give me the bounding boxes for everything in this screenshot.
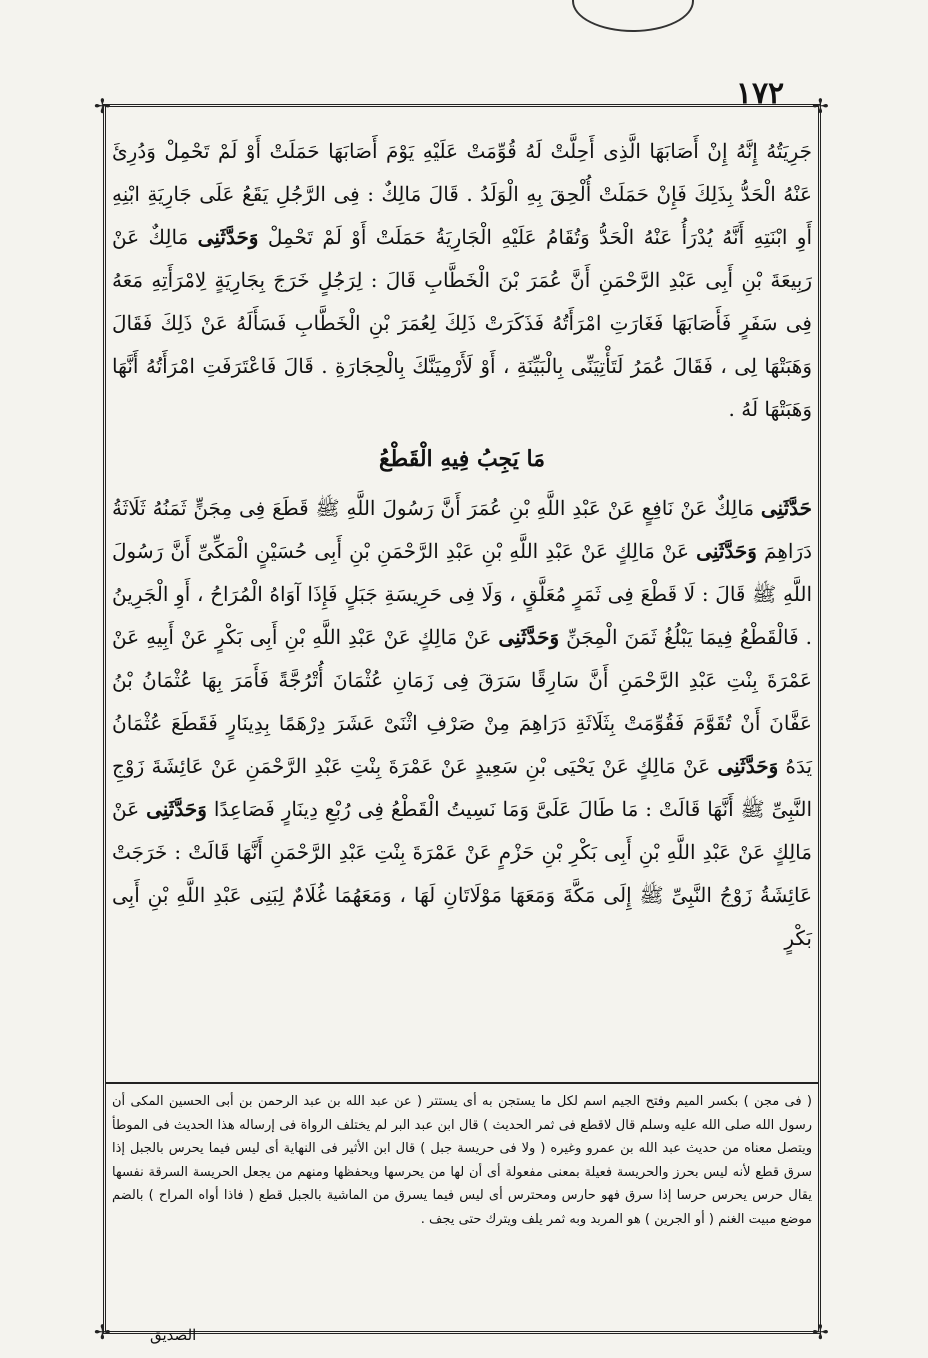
text-run: عَنْ مَالِكٍ عَنْ يَحْيَى بْنِ سَعِيدٍ عَنْ عَمْرَةَ بِنْتِ عَبْدِ الرَّحْمَنِ عَنْ عَائِشَةَ زَوْجِ النَّبِىِّ ﷺ أَنَّهَا قَالَتْ : مَا طَالَ عَلَىَّ وَمَا نَسِيتُ الْقَطْعُ فِى رُبْعِ دِينَارٍ فَصَاعِدًا: [112, 754, 813, 821]
corner-ornament-icon: ✢: [94, 94, 111, 118]
corner-ornament-icon: ✢: [812, 94, 829, 118]
haddathani-word: وَحَدَّثَنِى: [498, 625, 560, 649]
text-run: جَرِيَتُهُ إِنَّهُ إِنْ أَصَابَهَا الَّذِى أَحِلَّتْ لَهُ قُوِّمَتْ عَلَيْهِ يَوْمَ أَصَابَهَا حَمَلَتْ أَوْ لَمْ تَحْمِلْ وَدُرِئَ عَنْهُ الْحَدُّ بِذَلِكَ فَإِنْ حَمَلَتْ أُلْحِقَ بِهِ الْوَلَدُ . قَالَ مَالِكٌ : فِى الرَّجُلِ يَقَعُ عَلَى جَارِيَةِ ابْنِهِ أَوِ ابْنَتِهِ أَنَّهُ يُدْرَأُ عَنْهُ الْحَدُّ وَتُقَامُ عَلَيْهِ الْجَارِيَةُ حَمَلَتْ أَوْ لَمْ تَحْمِلْ: [112, 139, 812, 249]
haddathani-word: وَحَدَّثَنِى: [696, 539, 757, 563]
haddathani-word: وَحَدَّثَنِى: [146, 797, 207, 821]
haddathani-word: حَدَّثَنِى: [760, 496, 813, 520]
paragraph: [112, 130, 812, 431]
stamp-circle: [572, 0, 694, 32]
text-run: عَنْ مَالِكٍ عَنْ عَبْدِ اللَّهِ بْنِ عَبْدِ الرَّحْمَنِ بْنِ أَبِى حُسَيْنٍ الْمَكِّىِّ أَنَّ رَسُولَ اللَّهِ ﷺ قَالَ : لَا قَطْعَ فِى ثَمَرٍ مُعَلَّقٍ ، وَلَا فِى حَرِيسَةِ جَبَلٍ فَإِذَا آوَاهُ الْمُرَاحُ ، أَوِ الْجَرِينُ . فَالْقَطْعُ فِيمَا يَبْلُغُ ثَمَنَ الْمِجَنِّ: [112, 539, 812, 649]
corner-ornament-icon: ✢: [94, 1320, 111, 1344]
footnotes: [112, 1090, 812, 1231]
haddathani-word: وَحَدَّثَنِى: [197, 225, 259, 249]
haddathani-word: وَحَدَّثَنِى: [717, 754, 779, 778]
paragraph: [112, 487, 812, 960]
text-run: مَالِكٌ عَنْ نَافِعٍ عَنْ عَبْدِ اللَّهِ بْنِ عُمَرَ أَنَّ رَسُولَ اللَّهِ ﷺ قَطَعَ فِى مِجَنٍّ ثَمَنُهُ ثَلَاثَةُ دَرَاهِمَ: [112, 496, 813, 563]
footer-text: الصديق: [150, 1326, 197, 1344]
main-text: [112, 130, 812, 1078]
section-heading: مَا يَجِبُ فِيهِ الْقَطْعُ: [378, 446, 546, 472]
corner-ornament-icon: ✢: [812, 1320, 829, 1344]
page-number: ١٧٢: [735, 76, 785, 111]
text-run: عَنْ مَالِكٍ عَنْ عَبْدِ اللَّهِ بْنِ أَبِى بَكْرٍ عَنْ أَبِيهِ عَنْ عَمْرَةَ بِنْتِ عَبْدِ الرَّحْمَنِ أَنَّ سَارِقًا سَرَقَ فِى زَمَانِ عُثْمَانَ أُتْرُجَّةً فَأَمَرَ بِهَا عُثْمَانُ بْنُ عَفَّانَ أَنْ تُقَوَّمَ فَقُوِّمَتْ بِثَلَاثَةِ دَرَاهِمَ مِنْ صَرْفِ اثْنَىْ عَشَرَ دِرْهَمًا بِدِينَارٍ فَقَطَعَ عُثْمَانُ يَدَهُ: [112, 625, 813, 778]
footnote-divider: [106, 1082, 818, 1084]
text-run: عَنْ مَالِكٍ عَنْ عَبْدِ اللَّهِ بْنِ أَبِى بَكْرِ بْنِ حَزْمٍ عَنْ عَمْرَةَ بِنْتِ عَبْدِ الرَّحْمَنِ أَنَّهَا قَالَتْ : خَرَجَتْ عَائِشَةُ زَوْجُ النَّبِىِّ ﷺ إِلَى مَكَّةَ وَمَعَهَا مَوْلَاتَانِ لَهَا ، وَمَعَهُمَا غُلَامٌ لِبَنِى عَبْدِ اللَّهِ بْنِ أَبِى بَكْرٍ: [112, 797, 812, 950]
footnote-text: ( فى مجن ) بكسر الميم وفتح الجيم اسم لكل ما يستجن به أى يستتر ( عن عبد الله بن عبد الرحمن بن أبى الحسين المكى أن رسول الله صلى الله عليه وسلم قال لاقطع فى ثمر الحديث ) قال ابن عبد البر لم يختلف الرواة فى إرساله هذا الحديث فى الموطأ ويتصل معناه من حديث عبد الله بن عمرو وغيره ( ولا فى حريسة جبل ) قال ابن الأثير فى النهاية أى ليس فيما يحرس بالجبل إذا سرق قطع لأنه ليس بحرز والحريسة فعيلة بمعنى مفعولة أى أن لها من يحرسها ويحفظها ومنهم من يجعل الحريسة السرقة نفسها يقال حرس يحرس حرسا إذا سرق فهو حارس ومحترس أى ليس فيما يسرق من الماشية بالجبل قطع ( فاذا أواه المراح ) بالضم موضع مبيت الغنم ( أو الجرين ) هو المربد وبه ثمر يلف ويترك حتى يجف .: [112, 1094, 812, 1227]
text-run: مَالِكٌ عَنْ رَبِيعَةَ بْنِ أَبِى عَبْدِ الرَّحْمَنِ أَنَّ عُمَرَ بْنَ الْخَطَّابِ قَالَ : لِرَجُلٍ خَرَجَ بِجَارِيَةٍ لِامْرَأَتِهِ مَعَهُ فِى سَفَرٍ فَأَصَابَهَا فَغَارَتِ امْرَأَتُهُ فَذَكَرَتْ ذَلِكَ لِعُمَرَ بْنِ الْخَطَّابِ فَسَأَلَهُ عَنْ ذَلِكَ فَقَالَ وَهَبَتْهَا لِى ، فَقَالَ عُمَرُ لَتَأْتِيَنِّى بِالْبَيِّنَةِ ، أَوْ لَأَرْمِيَنَّكَ بِالْحِجَارَةِ . قَالَ فَاعْتَرَفَتِ امْرَأَتُهُ أَنَّهَا وَهَبَتْهَا لَهُ .: [112, 225, 812, 421]
